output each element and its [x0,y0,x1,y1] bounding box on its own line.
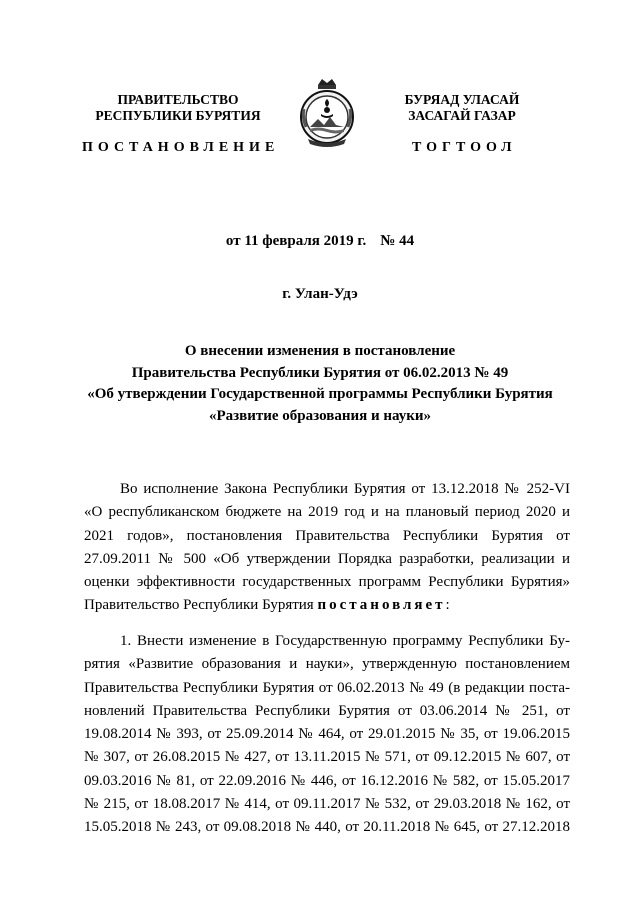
doc-city: г. Улан-Удэ [282,286,358,302]
text-line-resolves [84,594,570,617]
doc-date: от 11 февраля 2019 г. [225,233,367,249]
text-line: оценки эффективности государственных программ Республики Бурятия» [84,574,570,591]
text-line: новлений Правительства Республики Бурятия от 03.06.2014 № 251, от [84,702,570,719]
subject-line: «Развитие образования и науки» [208,407,432,424]
text-line: № 307, от 26.08.2015 № 427, от 13.11.2015 № 571, от 09.12.2015 № 607, от [84,749,570,766]
text-line: 1. Внести изменение в Государственную программу Республики Бу- [120,633,570,649]
header-right-line: БУРЯАД УЛАСАЙ [404,92,520,107]
text-line: рятия «Развитие образования и науки», утвержденную постановлением [84,656,570,673]
resolves-prefix: Правительство Республики Бурятия [84,597,318,614]
doc-type-bua: ТОГТООЛ [412,140,517,155]
header-right [362,92,562,124]
header-left [78,92,278,124]
header-left-line: ПРАВИТЕЛЬСТВО [117,92,239,107]
coat-of-arms-icon [296,75,358,150]
doc-number: № 44 [380,233,415,249]
text-line: Правительства Республики Бурятия от 06.02.2013 № 49 (в редакции поста- [84,679,570,696]
text-line: 15.05.2018 № 243, от 09.08.2018 № 440, от 20.11.2018 № 645, от 27.12.2018 [84,819,570,836]
paragraph-preamble [84,478,570,618]
text-line: 09.03.2016 № 81, от 22.09.2016 № 446, от 16.12.2016 № 582, от 15.05.2017 [84,772,570,789]
doc-subject [60,341,580,427]
resolves-suffix: : [445,597,450,614]
text-line: 2021 годов», постановления Правительства Республики Бурятия от [84,527,570,544]
resolves-keyword: постановляет [317,597,446,614]
paragraph-item-1 [84,630,570,840]
subject-line: Правительства Республики Бурятия от 06.02.2013 № 49 [131,364,509,381]
doc-type-ru: ПОСТАНОВЛЕНИЕ [82,140,280,155]
subject-line: О внесении изменения в постановление [184,343,456,359]
text-line: Во исполнение Закона Республики Бурятия от 13.12.2018 № 252-VI [120,481,570,497]
text-line: 27.09.2011 № 500 «Об утверждении Порядка разработки, реализации и [84,550,570,567]
header-right-line: ЗАСАГАЙ ГАЗАР [408,108,516,123]
text-line: 19.08.2014 № 393, от 25.09.2014 № 464, от 29.01.2015 № 35, от 19.06.2015 [84,726,570,743]
text-line: № 215, от 18.08.2017 № 414, от 09.11.2017 № 532, от 29.03.2018 № 162, от [84,796,570,813]
header-left-line: РЕСПУБЛИКИ БУРЯТИЯ [95,108,261,123]
subject-line: «Об утверждении Государственной программы Республики Бурятия [87,386,553,402]
text-line: «О республиканском бюджете на 2019 год и на плановый период 2020 и [84,504,570,521]
date-line [0,233,640,250]
